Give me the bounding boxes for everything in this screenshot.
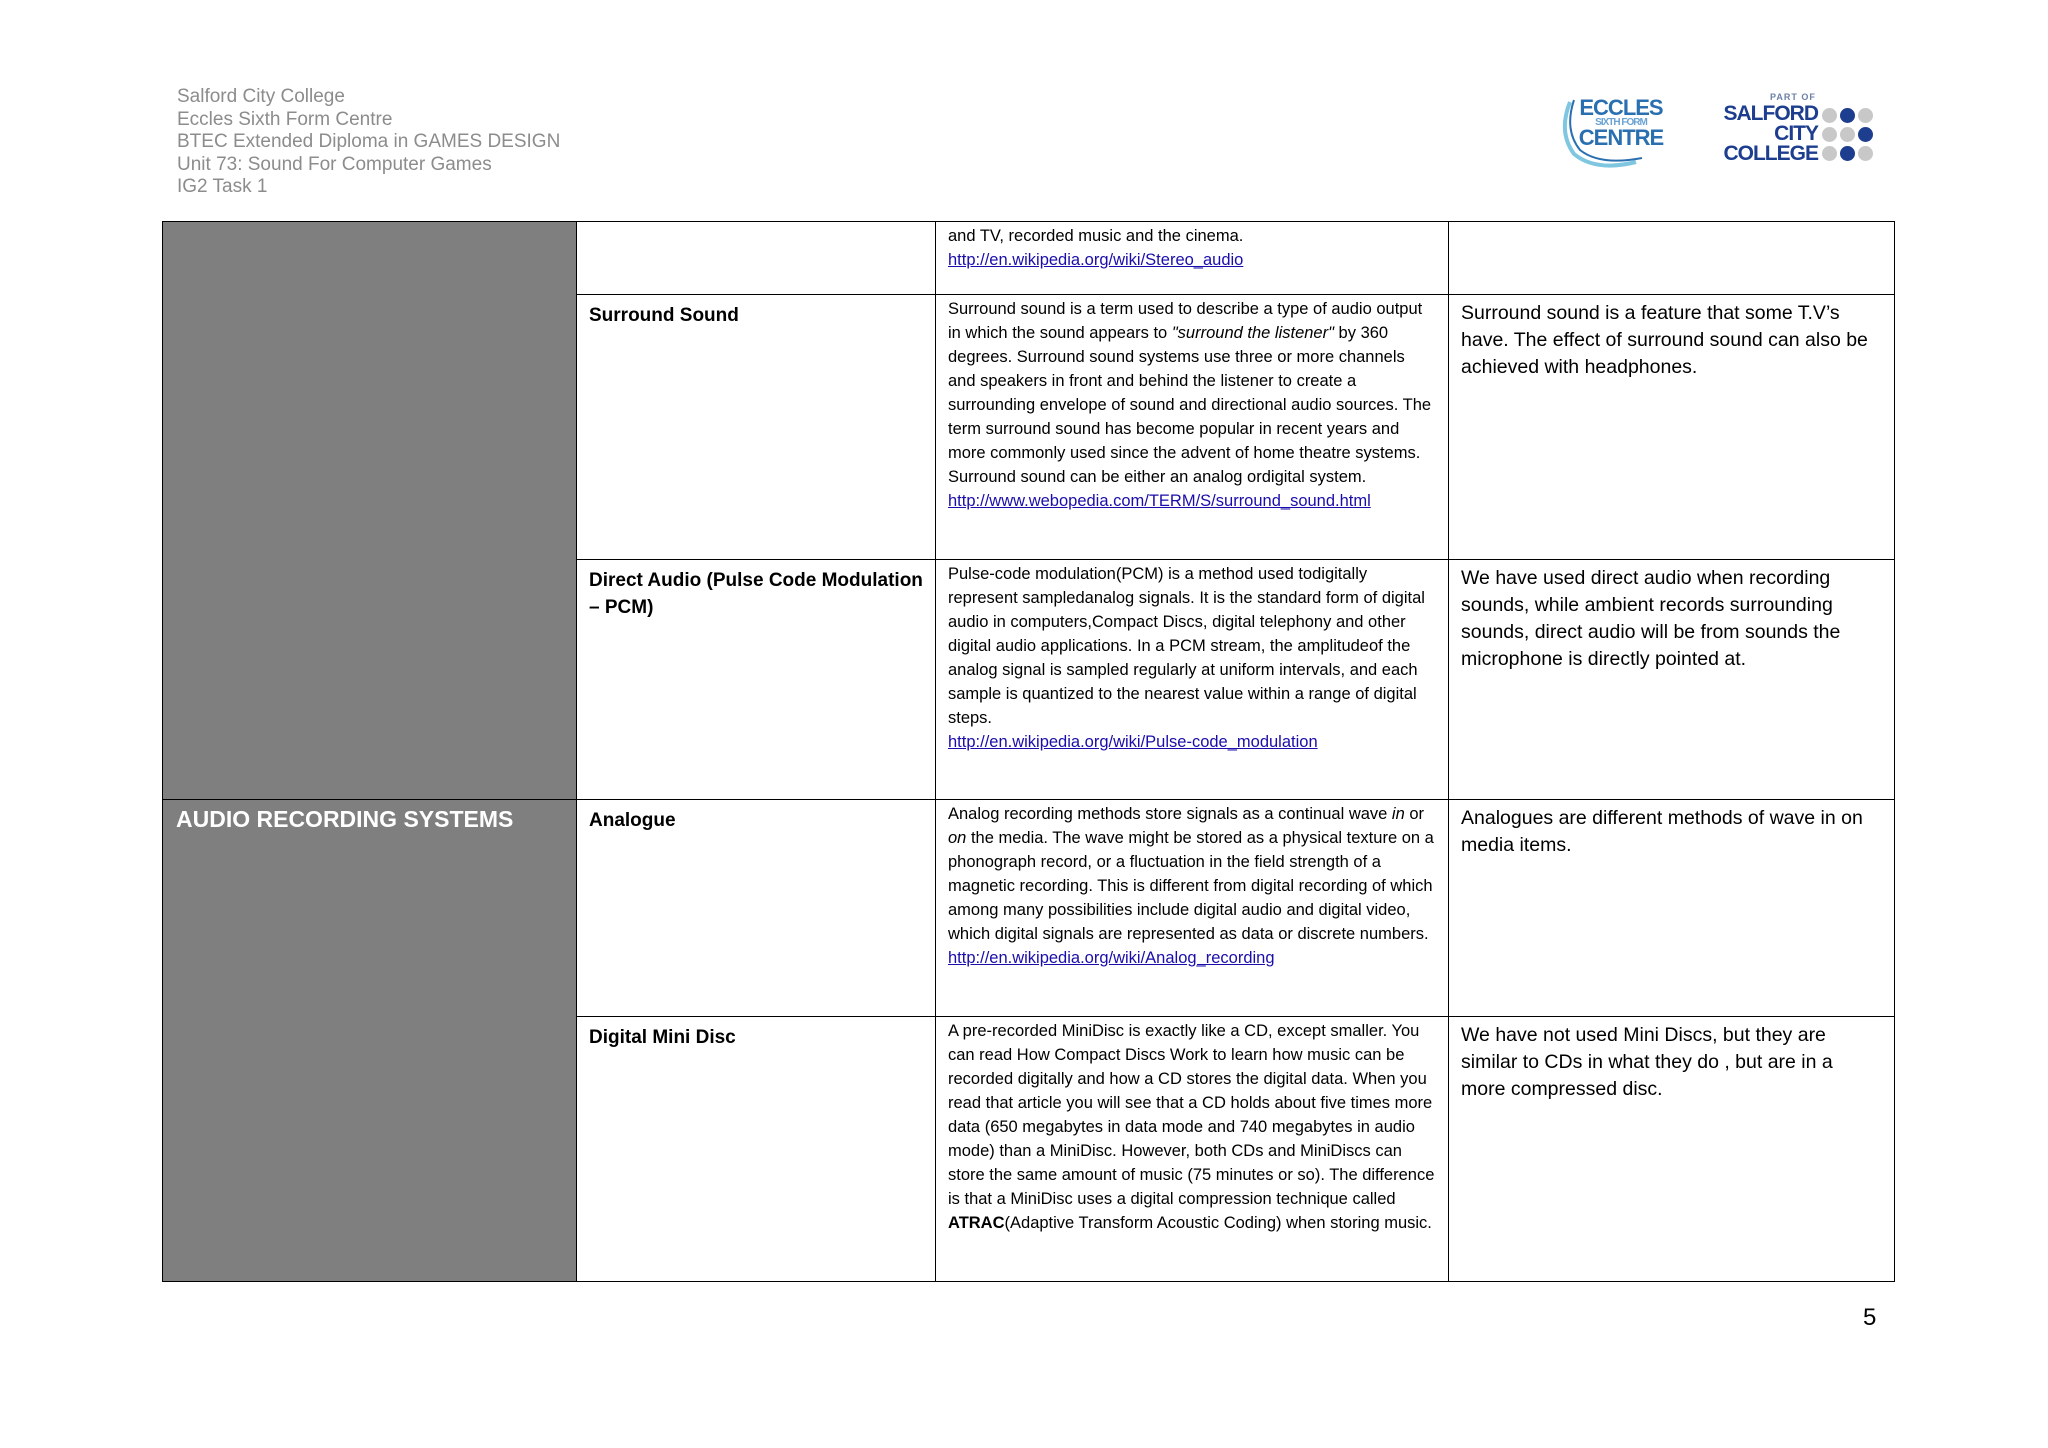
eccles-logo-top: ECCLES [1579,95,1663,120]
comment-cell [1449,222,1895,295]
description-text [936,295,1448,513]
salford-logo-word-2: CITY [1774,122,1818,145]
logo-dot [1858,108,1873,123]
source-link[interactable]: http://en.wikipedia.org/wiki/Analog_recording [948,949,1275,967]
comment-text: We have not used Mini Discs, but they are similar to CDs in what they do , but are in a more compressed disc. [1461,1024,1833,1100]
description-part: Surround sound is a term used to describe a type of audio output in which the sound appears to [948,300,1423,342]
source-link[interactable]: http://en.wikipedia.org/wiki/Stereo_audio [948,251,1244,269]
description-text [936,1017,1448,1235]
term-cell [577,295,936,560]
section-title: AUDIO RECORDING SYSTEMS [176,806,514,832]
logo-dot [1822,108,1837,123]
description-italic: "surround the listener" [1171,324,1334,342]
source-link[interactable]: http://en.wikipedia.org/wiki/Pulse-code_modulation [948,733,1318,751]
term-label: Analogue [589,810,676,831]
description-part: A pre-recorded MiniDisc is exactly like a CD, except smaller. You can read How Compact Discs Work to learn how music can be recorded digitally and how a CD stores the digital data. When you read that article you will see that a CD holds about five times more data (650 megabytes in data mode and 740 megabytes in audio mode) than a MiniDisc. However, both CDs and MiniDiscs can store the same amount of music (75 minutes or so). The difference is that a MiniDisc uses a digital compression technique called [948,1022,1435,1208]
term-cell [577,222,936,295]
comment-cell [1449,800,1895,1017]
eccles-centre-logo [1556,92,1666,166]
term-label: Surround Sound [589,305,739,326]
comment-cell [1449,295,1895,560]
description-part: Analog recording methods store signals as a continual wave [948,805,1392,823]
comment-text: We have used direct audio when recording sounds, while ambient records surrounding sounds, direct audio will be from sounds the microphone is directly pointed at. [1461,567,1841,670]
description-cell [936,560,1449,800]
description-text [936,800,1448,970]
table-row [163,222,1895,295]
description-italic: on [948,829,967,847]
salford-city-college-logo [1706,92,1886,170]
description-cell [936,800,1449,1017]
description-bold: ATRAC [948,1214,1005,1232]
header-line-task: IG2 Task 1 [177,176,268,197]
salford-logo-word-1: SALFORD [1723,102,1818,125]
comment-cell [1449,1017,1895,1282]
header-logos [1556,92,1886,172]
audio-systems-table [162,221,1895,1282]
description-italic: in [1391,805,1405,823]
eccles-logo-bottom: CENTRE [1578,125,1664,150]
section-cell-continued [163,222,577,800]
description-part: the media. The wave might be stored as a physical texture on a phonograph record, or a fluctuation in the field strength of a magnetic recording. This is different from digital recording of which among many possibilities include digital audio and digital video, which digital signals are represented as data or discrete numbers. [948,829,1434,943]
description-part: and TV, recorded music and the cinema. [948,227,1244,245]
term-label: Direct Audio (Pulse Code Modulation – PCM) [589,570,923,618]
term-label: Digital Mini Disc [589,1027,736,1048]
description-part: by 360 degrees. Surround sound systems use three or more channels and speakers in front and behind the listener to create a surrounding envelope of sound and directional audio sources. The term surround sound has become popular in recent years and more commonly used since the advent of home theatre systems. Surround sound can be either an analog ordigital system. [948,324,1432,486]
term-cell [577,1017,936,1282]
description-cell [936,1017,1449,1282]
logo-dot [1840,146,1855,161]
logo-dot [1822,127,1837,142]
comment-text: Analogues are different methods of wave in on media items. [1461,807,1863,856]
eccles-logo-middle: SIXTH FORM [1595,117,1647,128]
description-part: (Adaptive Transform Acoustic Coding) when storing music. [1004,1214,1432,1232]
logo-dot [1858,146,1873,161]
term-cell [577,800,936,1017]
logo-dot [1822,146,1837,161]
header-line-unit: Unit 73: Sound For Computer Games [177,153,492,175]
comment-text: Surround sound is a feature that some T.V’s have. The effect of surround sound can also be achieved with headphones. [1461,302,1868,378]
logo-dot [1840,127,1855,142]
source-link[interactable]: http://www.webopedia.com/TERM/S/surround_sound.html [948,492,1371,510]
salford-logo-word-3: COLLEGE [1723,142,1818,165]
comment-cell [1449,560,1895,800]
comment-text [1449,222,1894,227]
description-text [936,222,1448,272]
page-number: 5 [1863,1304,1877,1331]
section-cell [163,800,577,1282]
description-text [936,560,1448,754]
term-label [577,222,935,229]
header-line-centre: Eccles Sixth Form Centre [177,108,393,130]
header-line-course: BTEC Extended Diploma in GAMES DESIGN [177,131,561,152]
table-row [163,800,1895,1017]
logo-dot [1840,108,1855,123]
description-cell [936,222,1449,295]
description-part: Pulse-code modulation(PCM) is a method used todigitally represent sampledanalog signals. It is the standard form of digital audio in computers,Compact Discs, digital telephony and other digital audio applications. In a PCM stream, the amplitudeof the analog signal is sampled regularly at uniform intervals, and each sample is quantized to the nearest value within a range of digital steps. [948,565,1425,727]
description-part: or [1404,805,1425,823]
logo-dot [1858,127,1873,142]
salford-logo-part-of: PART OF [1770,92,1816,102]
document-header [177,86,560,199]
term-cell [577,560,936,800]
description-cell [936,295,1449,560]
header-line-college: Salford City College [177,86,345,107]
